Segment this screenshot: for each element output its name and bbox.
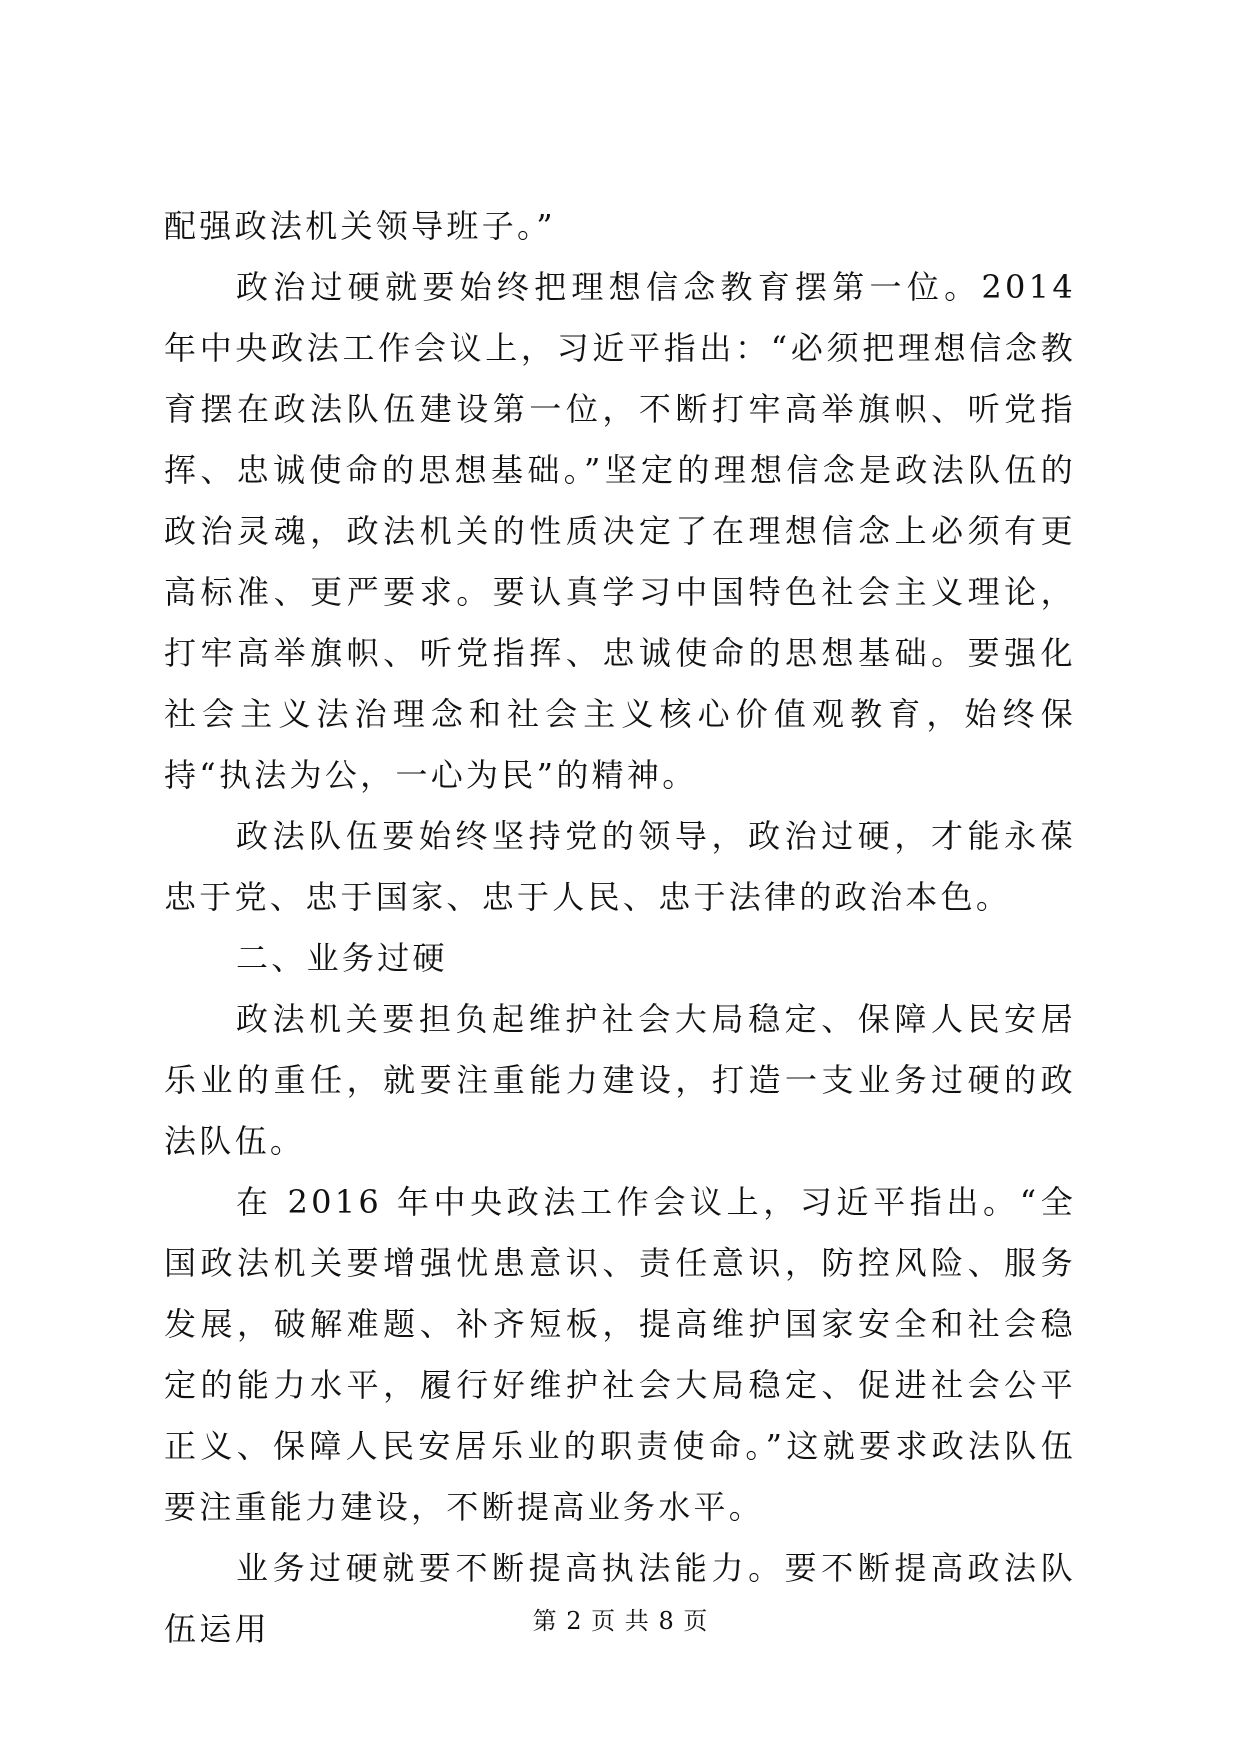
paragraph-2016-conference: 在 2016 年中央政法工作会议上，习近平指出。“全国政法机关要增强忧患意识、责任意识，防控风险、服务发展，破解难题、补齐短板，提高维护国家安全和社会稳定的能力水平，履行好维护社会大局稳定、促进社会公平正义、保障人民安居乐业的职责使命。”这就要求政法队伍要注重能力建设，不断提高业务水平。 xyxy=(164,1183,1076,1526)
paragraph-responsibility: 政法机关要担负起维护社会大局稳定、保障人民安居乐业的重任，就要注重能力建设，打造一支业务过硬的政法队伍。 xyxy=(164,1000,1076,1160)
page-footer: 第 2 页 共 8 页 xyxy=(532,1607,709,1635)
paragraph-enforcement-ability: 业务过硬就要不断提高执法能力。要不断提高政法队伍运用 xyxy=(164,1549,1076,1648)
paragraph-continuation: 配强政法机关领导班子。” xyxy=(164,207,556,245)
document-body xyxy=(164,196,1076,1660)
section-heading-business: 二、业务过硬 xyxy=(236,939,448,977)
paragraph-ideals-education: 政治过硬就要始终把理想信念教育摆第一位。2014 年中央政法工作会议上，习近平指出：“必须把理想信念教育摆在政法队伍建设第一位，不断打牢高举旗帜、听党指挥、忠诚使命的思想基础。”坚定的理想信念是政法队伍的政治灵魂，政法机关的性质决定了在理想信念上必须有更高标准、更严要求。要认真学习中国特色社会主义理论，打牢高举旗帜、听党指挥、忠诚使命的思想基础。要强化社会主义法治理念和社会主义核心价值观教育，始终保持“执法为公，一心为民”的精神。 xyxy=(164,268,1076,794)
paragraph-party-leadership: 政法队伍要始终坚持党的领导，政治过硬，才能永葆忠于党、忠于国家、忠于人民、忠于法律的政治本色。 xyxy=(164,817,1076,916)
